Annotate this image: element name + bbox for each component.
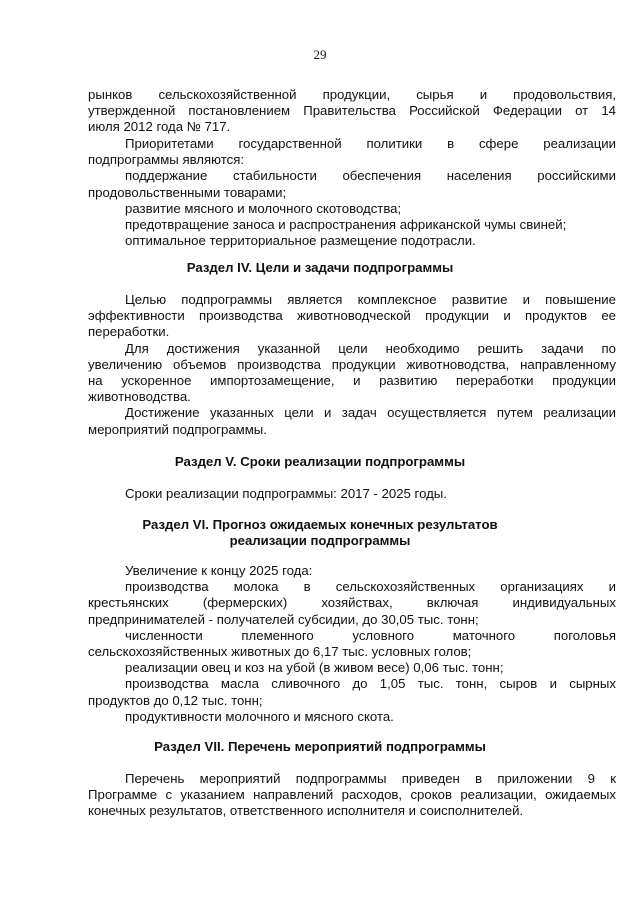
section-6-heading-line: Раздел VI. Прогноз ожидаемых конечных результатов [142,517,498,532]
section-7-body [88,771,616,820]
text-line: подпрограммы являются: [88,152,245,168]
section-4-heading: Раздел IV. Цели и задачи подпрограммы [186,260,454,275]
text-line: мероприятий подпрограммы. [88,421,267,437]
section-6-body [88,563,616,725]
result-item: производства масла сливочного до 1,05 тыс. тонн, сыров и сырных [125,676,616,692]
result-item-continuation: продуктов до 0,12 тыс. тонн; [88,692,263,708]
priorities-paragraph [88,136,616,249]
page-number: 29 [313,47,327,62]
list-item-continuation: продовольственными товарами; [88,184,287,200]
list-item: развитие мясного и молочного скотоводства; [125,200,402,216]
text-line: Перечень мероприятий подпрограммы приведен в приложении 9 к [125,771,616,786]
section-5-body [88,486,616,502]
text-line: Программе с указанием направлений расходов, сроков реализации, ожидаемых [88,787,616,803]
result-item-continuation: крестьянских (фермерских) хозяйствах, включая индивидуальных [88,595,616,611]
text-line: Достижение указанных цели и задач осуществляется путем реализации [125,405,616,421]
list-item: поддержание стабильности обеспечения населения российскими [125,168,616,184]
text-line: на ускоренное импортозамещение, и развитию переработки продукции [88,373,616,389]
section-6-heading [60,517,580,549]
text-line: Целью подпрограммы является комплексное развитие и повышение [125,292,616,307]
text-line: утвержденной постановлением Правительства Российской Федерации от 14 [88,103,616,119]
text-line: переработки. [88,324,170,340]
text-line: Увеличение к концу 2025 года: [125,563,313,578]
section-6-heading-line: реализации подпрограммы [229,533,411,548]
section-7-heading: Раздел VII. Перечень мероприятий подпрограммы [154,739,486,754]
text-line: конечных результатов, ответственного исполнителя и соисполнителей. [88,803,524,819]
result-item-continuation: предпринимателей - получателей субсидии, до 30,05 тыс. тонн; [88,611,479,627]
text-line: эффективности производства животноводческой продукции и продуктов ее [88,308,616,324]
text-line: Приоритетами государственной политики в сфере реализации [125,136,616,151]
text-line: животноводства. [88,389,191,405]
section-4-body [88,292,616,438]
intro-paragraph [88,87,616,136]
text-line: июля 2012 года № 717. [88,119,231,135]
list-item: оптимальное территориальное размещение подотрасли. [125,233,476,249]
text-line: Сроки реализации подпрограммы: 2017 - 2025 годы. [125,486,447,501]
section-5-heading: Раздел V. Сроки реализации подпрограммы [174,454,466,469]
result-item-continuation: сельскохозяйственных животных до 6,17 тыс. условных голов; [88,644,472,660]
text-line: Для достижения указанной цели необходимо решить задачи по [125,340,616,356]
list-item: предотвращение заноса и распространения африканской чумы свиней; [125,217,567,233]
text-line: рынков сельскохозяйственной продукции, сырья и продовольствия, [88,87,616,102]
text-line: увеличению объемов производства продукции животноводства, направленному [88,356,616,372]
result-item: производства молока в сельскохозяйственных организациях и [125,579,616,595]
result-item: реализации овец и коз на убой (в живом весе) 0,06 тыс. тонн; [125,660,504,676]
result-item: численности племенного условного маточного поголовья [125,627,616,643]
result-item: продуктивности молочного и мясного скота. [125,708,394,724]
